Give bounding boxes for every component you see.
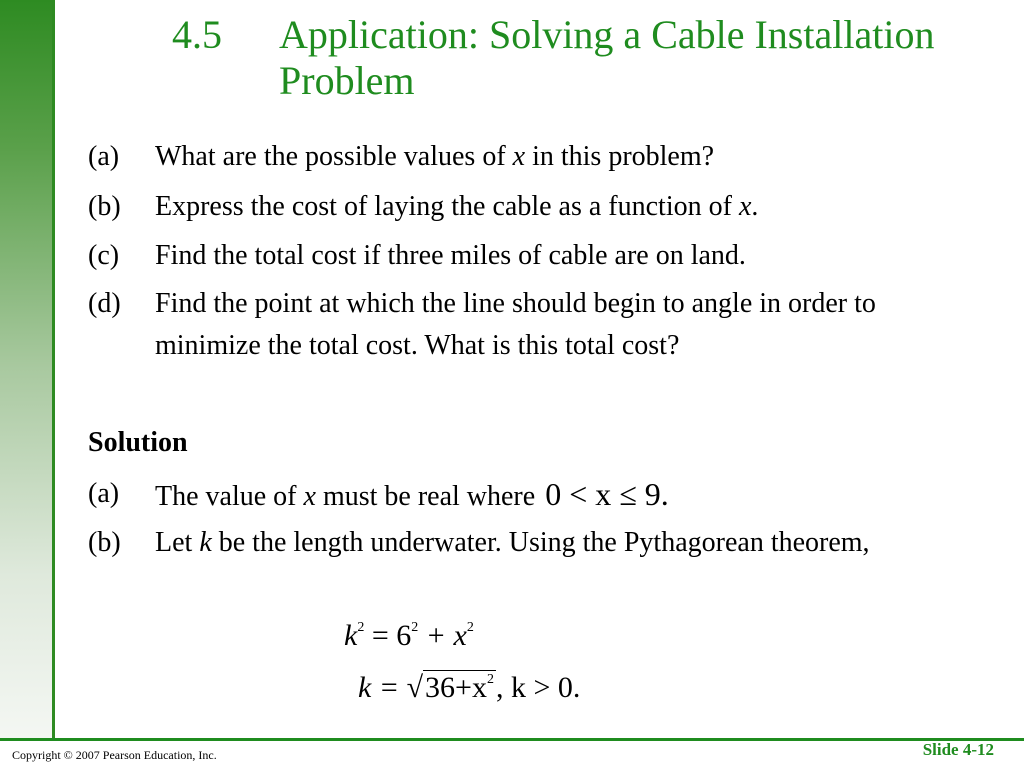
sidebar-divider [52,0,55,738]
solution-heading: Solution [88,427,188,458]
inequality: 0 < x ≤ 9. [545,476,669,512]
question-text: Express the cost of laying the cable as a function of x. [155,191,759,222]
radicand: $36+x^2$ [425,671,494,704]
question-text: What are the possible values of x in this problem? [155,141,715,172]
equation-pythagorean: $k^2 = 6^2 + x^2$ [344,619,474,652]
sqrt-icon: √ [406,671,424,704]
slide-number: Slide 4-12 [922,740,994,759]
footer-divider [0,738,1024,741]
solution-text: The value of x must be real where 0 < x ≤ 9. [155,476,669,512]
question-text: Find the point at which the line should begin to angle in order to minimize the total cost. What is this total cost? [155,288,876,361]
section-number: 4.5 [172,12,222,57]
equation-k: $k = √36+x^2$, k > 0. [358,671,581,704]
solution-label: (b) [88,527,121,558]
question-label: (b) [88,191,121,222]
question-label: (d) [88,288,121,319]
solution-text: Let k be the length underwater. Using the Pythagorean theorem, [155,527,870,558]
solution-label: (a) [88,478,120,509]
question-label: (c) [88,240,120,271]
question-text: Find the total cost if three miles of cable are on land. [155,240,746,271]
title-text: Application: Solving a Cable Installation Problem [279,12,935,103]
sidebar-gradient-bar [0,0,52,738]
question-label: (a) [88,141,120,172]
copyright-text: Copyright © 2007 Pearson Education, Inc. [12,748,217,762]
